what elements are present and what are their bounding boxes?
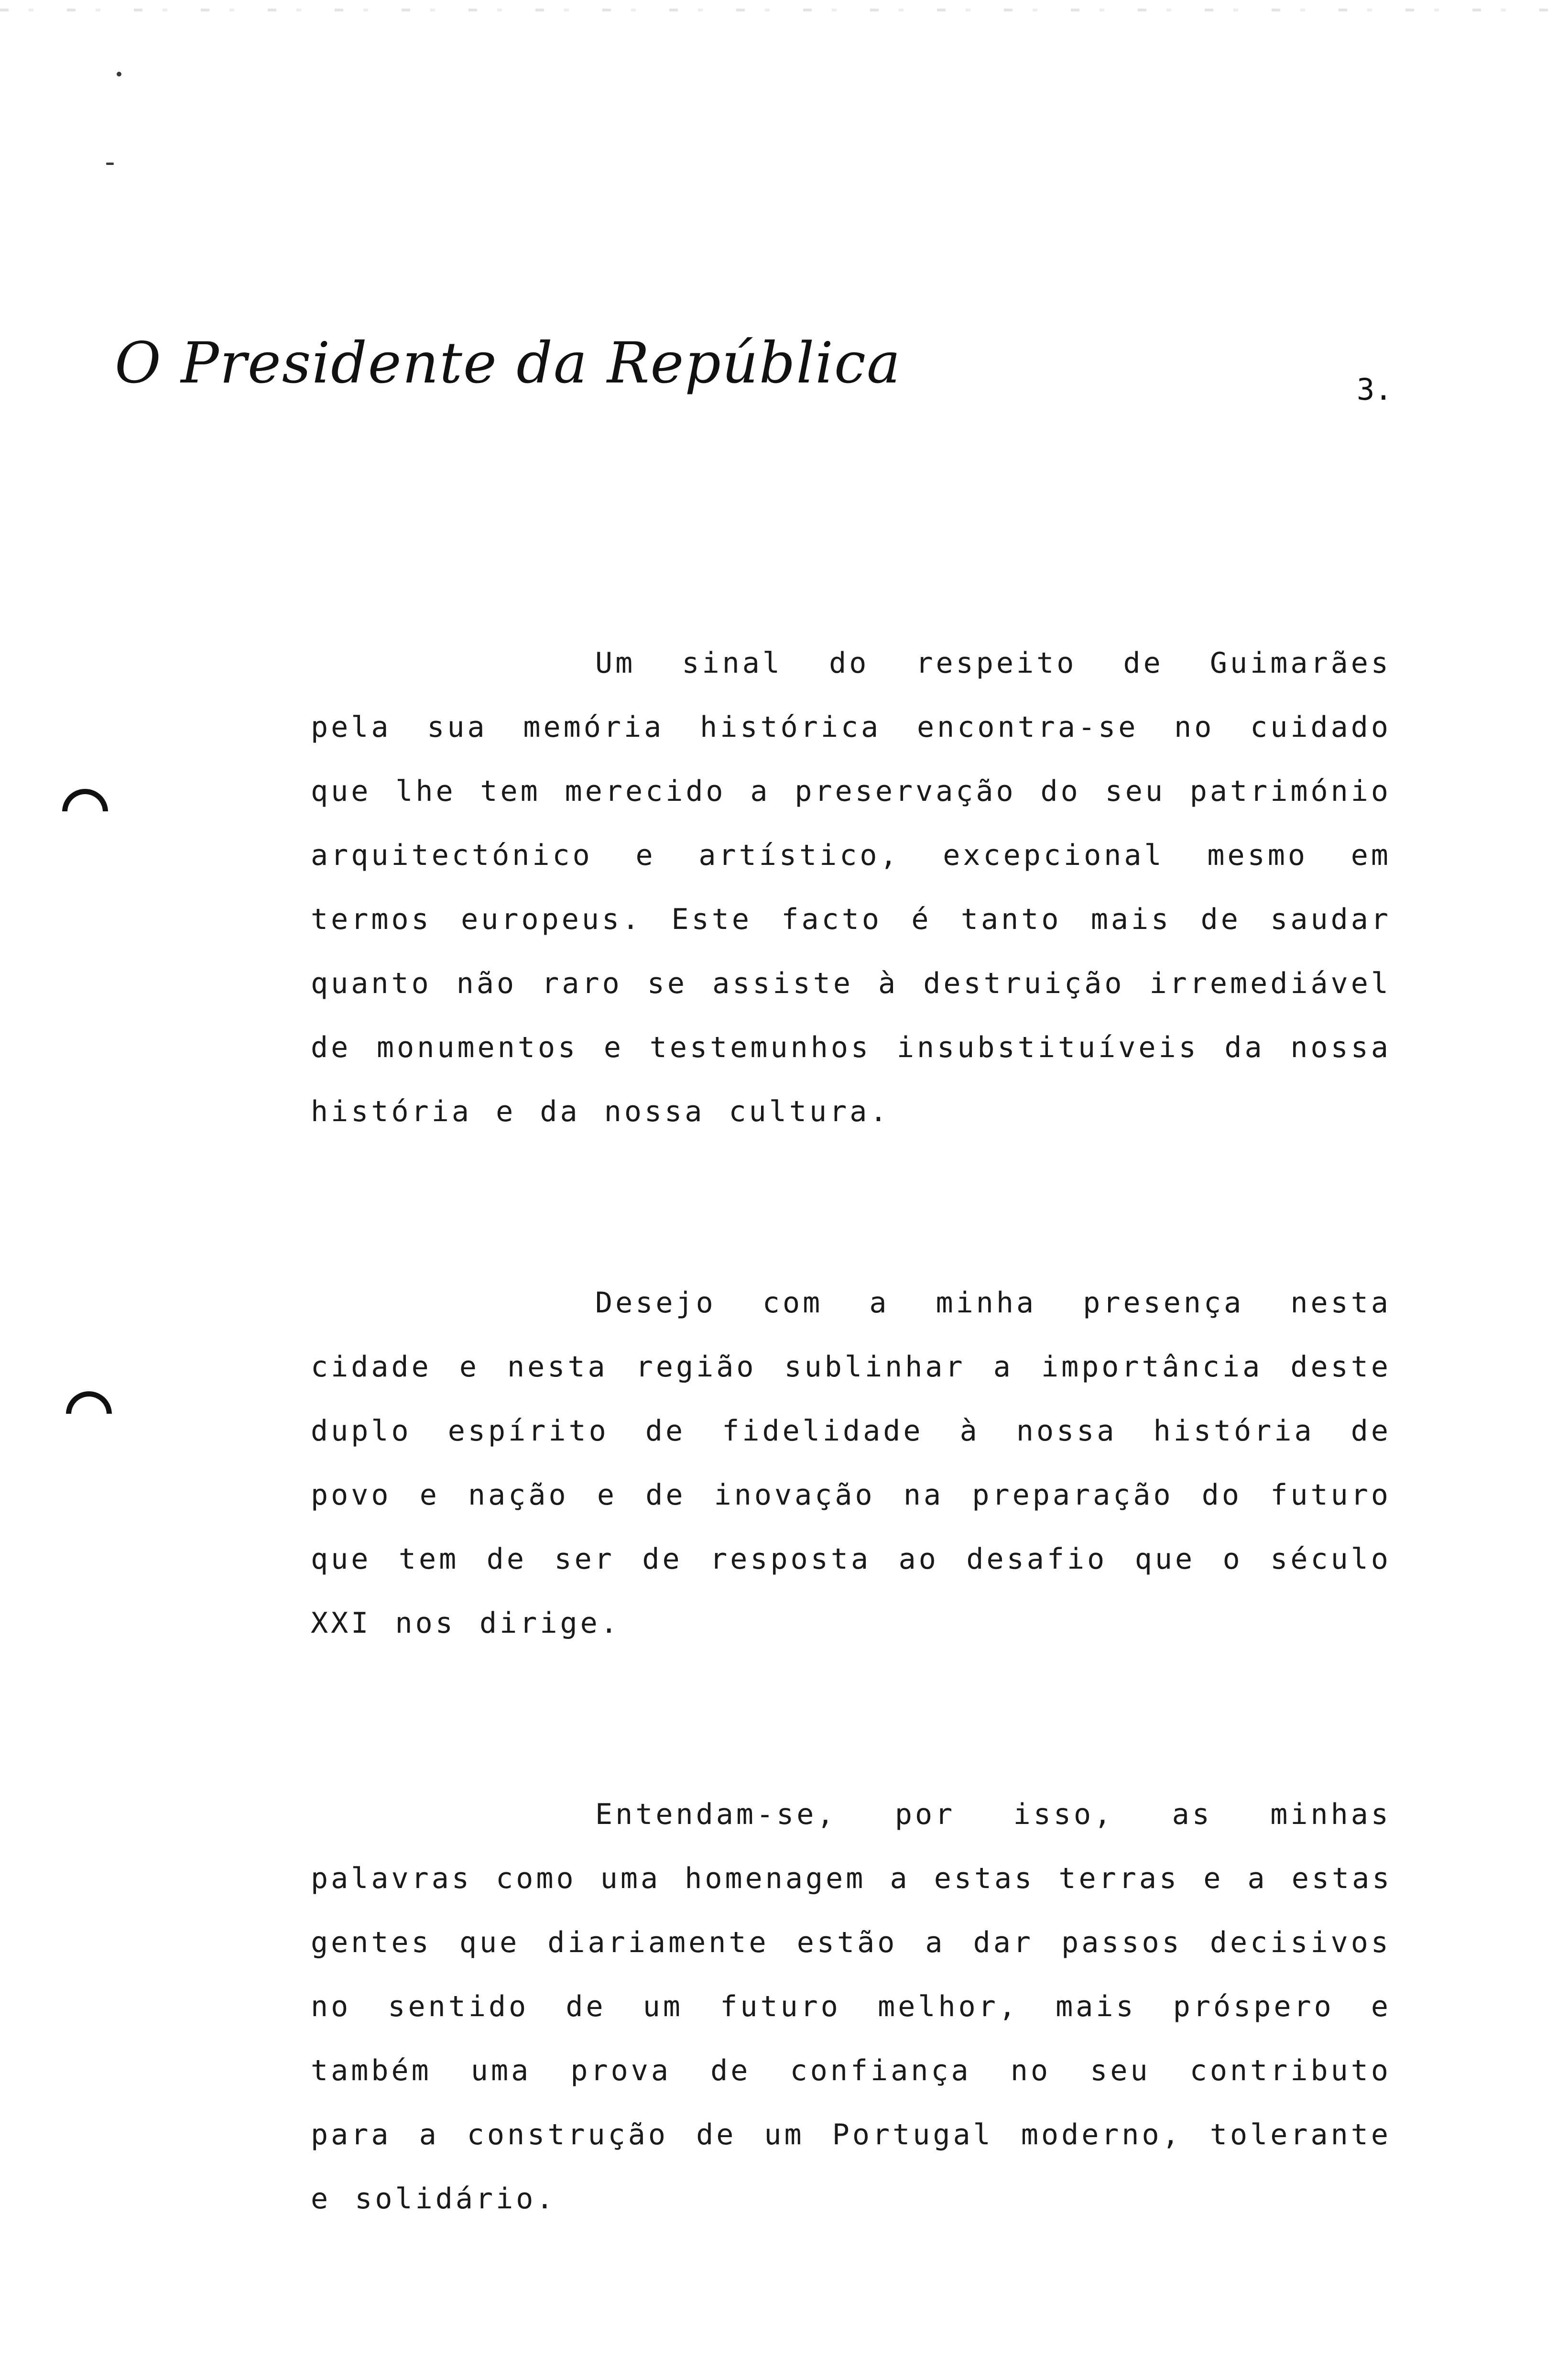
binder-hole-mark — [66, 1391, 112, 1437]
text-line: XXI nos dirige. — [311, 1606, 621, 1640]
text-line: termos europeus. Este facto é tanto mais de saudar — [311, 903, 1391, 936]
text-line: para a construção de um Portugal moderno, tolerante — [311, 2118, 1391, 2151]
text-line: pela sua memória histórica encontra-se no cuidado — [311, 710, 1391, 744]
text-line: Desejo com a minha presença nesta — [595, 1286, 1391, 1320]
text-line: cidade e nesta região sublinhar a importância deste — [311, 1350, 1391, 1384]
body-text — [311, 631, 1391, 2358]
text-line: palavras como uma homenagem a estas terras e a estas — [311, 1862, 1393, 1895]
paragraph-3 — [311, 1782, 1391, 2231]
text-line: de monumentos e testemunhos insubstituíveis da nossa — [311, 1031, 1391, 1064]
text-line: que lhe tem merecido a preservação do seu património — [311, 775, 1391, 808]
text-line: que tem de ser de resposta ao desafio que o século — [311, 1542, 1391, 1576]
scan-edge-artifact — [0, 9, 1568, 11]
text-line: também uma prova de confiança no seu contributo — [311, 2054, 1391, 2087]
scan-speck — [117, 72, 121, 76]
text-line: duplo espírito de fidelidade à nossa história de — [311, 1414, 1391, 1448]
page-number: 3. — [1357, 372, 1393, 407]
text-line: história e da nossa cultura. — [311, 1095, 890, 1128]
text-line: arquitectónico e artístico, excepcional mesmo em — [311, 839, 1391, 872]
text-line: gentes que diariamente estão a dar passos decisivos — [311, 1926, 1391, 1959]
text-line: Um sinal do respeito de Guimarães — [595, 646, 1391, 680]
binder-hole-mark — [62, 789, 108, 835]
text-line: povo e nação e de inovação na preparação do futuro — [311, 1478, 1391, 1512]
paragraph-2 — [311, 1271, 1391, 1655]
text-line: no sentido de um futuro melhor, mais próspero e — [311, 1990, 1391, 2023]
paragraph-1 — [311, 631, 1391, 1144]
text-line: Entendam-se, por isso, as minhas — [595, 1798, 1391, 1831]
text-line: e solidário. — [311, 2182, 556, 2216]
scan-speck — [106, 163, 114, 165]
text-line: quanto não raro se assiste à destruição irremediável — [311, 967, 1391, 1000]
letterhead-title: O Presidente da República — [115, 330, 902, 396]
